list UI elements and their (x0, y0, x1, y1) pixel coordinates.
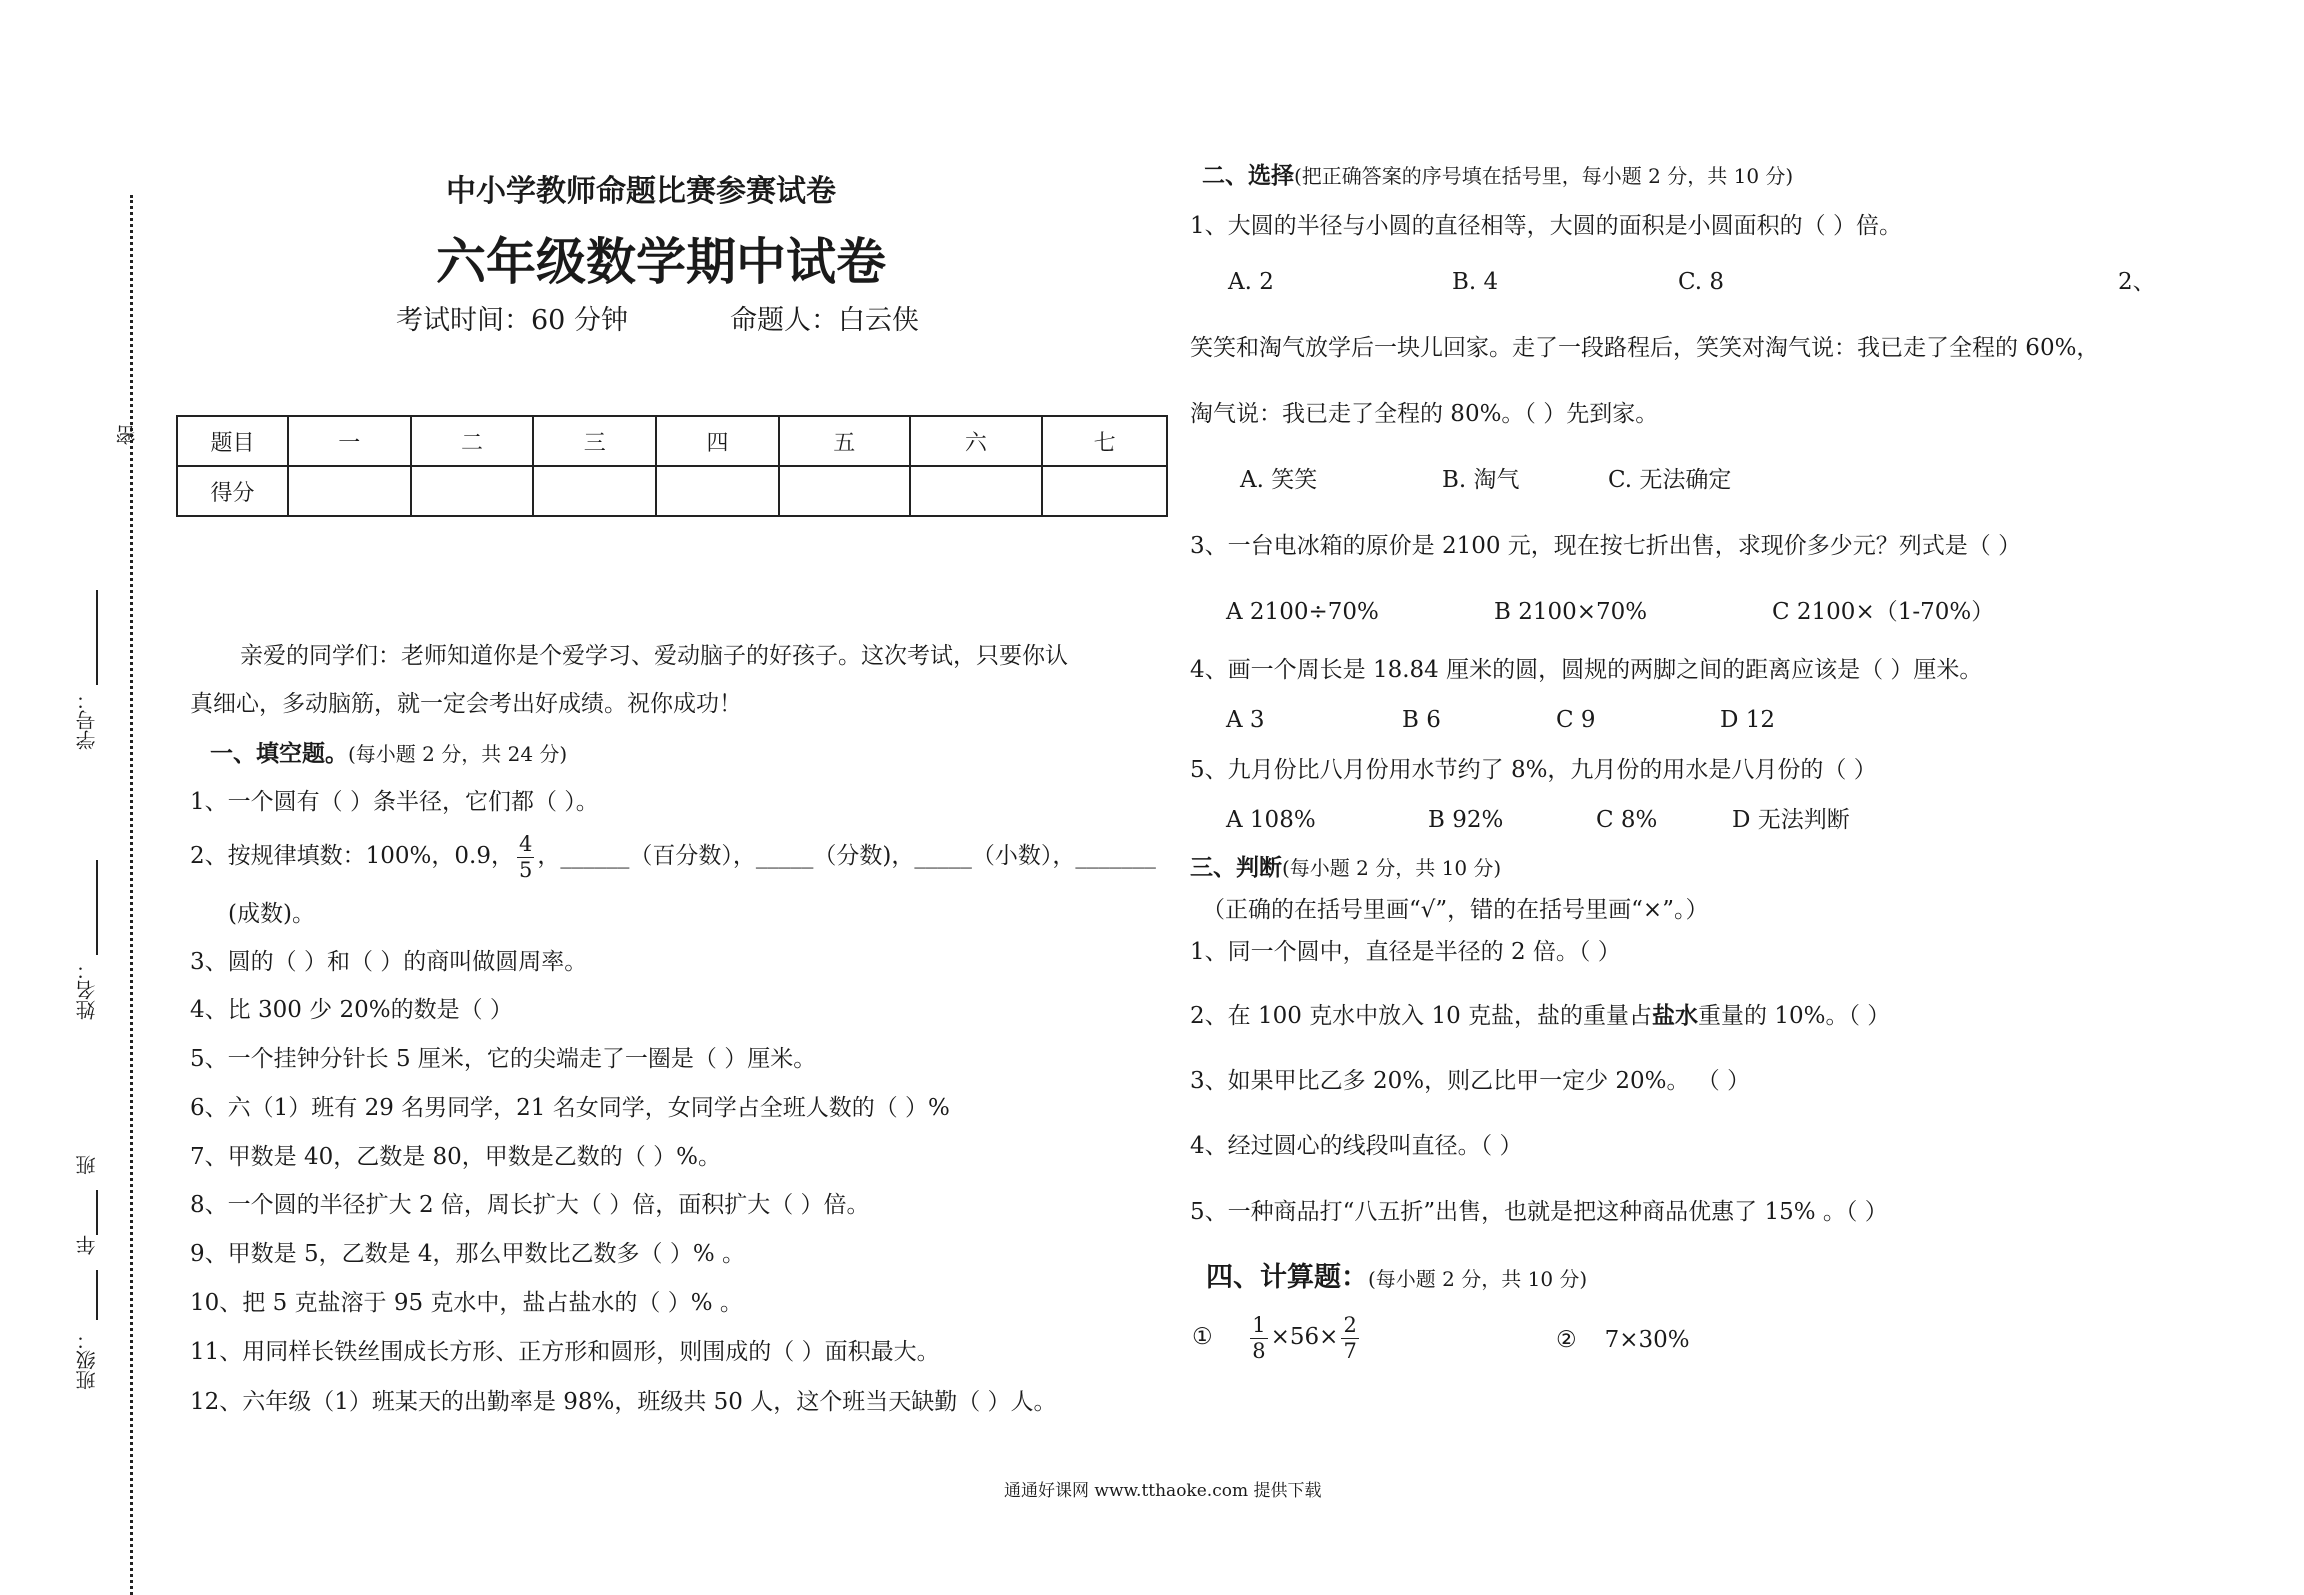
score-input-cell[interactable] (533, 466, 656, 516)
s3-q2-text-a: 2、在 100 克水中放入 10 克盐，盐的重量占 (1190, 1003, 1653, 1029)
score-table-score-row (177, 466, 1167, 516)
exam-time: 考试时间：60 分钟 (396, 305, 628, 336)
section1-question-2-cont: (成数)。 (228, 901, 315, 927)
section3-title: 三、判断 (1190, 854, 1282, 881)
binding-label-xingming: 姓名： (75, 960, 99, 1020)
section1-title: 一、填空题。 (210, 740, 348, 767)
s2-q4-option-c[interactable]: C 9 (1556, 707, 1596, 733)
calc-1-fraction-2-numerator: 2 (1343, 1312, 1357, 1337)
calc-1-marker: ① (1192, 1324, 1213, 1350)
s2-q1-option-b[interactable]: B. 4 (1452, 269, 1499, 295)
s3-q2-bold-text: 盐水 (1652, 1002, 1699, 1029)
section1-question-1: 1、一个圆有（ ）条半径，它们都（ ）。 (190, 789, 599, 815)
binding-dotted-line (130, 195, 133, 1595)
section2-heading (1202, 160, 1793, 192)
section1-question-12: 12、六年级（1）班某天的出勤率是 98%，班级共 50 人，这个班当天缺勤（ ）人。 (190, 1389, 1057, 1415)
score-input-cell[interactable] (1042, 466, 1167, 516)
exam-subtitle: 中小学教师命题比赛参赛试卷 (446, 174, 836, 209)
score-table-header-row (177, 416, 1167, 466)
score-input-cell[interactable] (411, 466, 534, 516)
section3-question-1: 1、同一个圆中，直径是半径的 2 倍。（ ） (1190, 939, 1621, 965)
section2-question-1: 1、大圆的半径与小圆的直径相等，大圆的面积是小圆面积的（ ）倍。 (1190, 213, 1902, 239)
intro-line-1: 亲爱的同学们：老师知道你是个爱学习、爱动脑子的好孩子。这次考试，只要你认 (240, 643, 1068, 669)
s2-q3-option-a[interactable]: A 2100÷70% (1226, 599, 1379, 625)
section3-question-4: 4、经过圆心的线段叫直径。（ ） (1190, 1133, 1523, 1159)
score-input-cell[interactable] (910, 466, 1043, 516)
section1-question-10: 10、把 5 克盐溶于 95 克水中，盐占盐水的（ ）% 。 (190, 1290, 743, 1316)
section3-instruction: （正确的在括号里画“√”，错的在括号里画“×”。） (1202, 897, 1709, 923)
calc-2-expression: 7×30% (1604, 1327, 1690, 1353)
score-table-header-cell: 一 (288, 416, 411, 466)
calc-1-fraction-1-denominator: 8 (1252, 1338, 1266, 1363)
score-table-header-cell: 五 (779, 416, 910, 466)
section2-question-2-line-1: 笑笑和淘气放学后一块儿回家。走了一段路程后，笑笑对淘气说：我已走了全程的 60%， (1190, 335, 2100, 361)
section2-question-2-number: 2、 (2118, 269, 2156, 295)
calc-1-fraction-2 (1341, 1312, 1358, 1363)
section3-note: (每小题 2 分，共 10 分) (1282, 856, 1502, 880)
q2-fraction-denominator: 5 (518, 857, 533, 882)
section3-heading (1190, 852, 1501, 884)
score-table-header-cell: 四 (656, 416, 779, 466)
calc-question-2 (1556, 1324, 1690, 1356)
binding-label-nian: 年 (75, 1235, 99, 1255)
s2-q4-option-d[interactable]: D 12 (1720, 707, 1776, 733)
section4-heading (1206, 1260, 1587, 1297)
calc-question-1 (1192, 1310, 1362, 1364)
score-table-header-cell: 七 (1042, 416, 1167, 466)
s2-q5-option-c[interactable]: C 8% (1596, 807, 1658, 833)
score-label-cell: 得分 (177, 466, 288, 516)
calc-1-fraction-1-numerator: 1 (1252, 1312, 1266, 1337)
calc-2-marker: ② (1556, 1327, 1577, 1353)
ban-blank-line (96, 1190, 98, 1235)
score-input-cell[interactable] (779, 466, 910, 516)
s2-q1-option-c[interactable]: C. 8 (1678, 269, 1725, 295)
s3-q2-text-b: 重量的 10%。（ ） (1698, 1003, 1891, 1029)
q2-text-a: 2、按规律填数：100%，0.9， (190, 843, 514, 869)
q2-text-b: ，______（百分数），_____（分数)，_____（小数），_______ (537, 843, 1156, 869)
section4-title: 四、计算题： (1206, 1262, 1368, 1293)
section1-question-2 (190, 832, 1156, 881)
section1-question-4: 4、比 300 少 20%的数是（ ） (190, 997, 513, 1023)
section2-title: 二、选择 (1202, 162, 1294, 189)
exam-title: 六年级数学期中试卷 (436, 232, 886, 291)
section3-question-3: 3、如果甲比乙多 20%，则乙比甲一定少 20%。 （ ） (1190, 1068, 1751, 1094)
section1-question-11: 11、用同样长铁丝围成长方形、正方形和圆形，则围成的（ ）面积最大。 (190, 1339, 940, 1365)
s2-q2-option-b[interactable]: B. 淘气 (1442, 467, 1520, 493)
footer-credit: 通通好课网 www.tthaoke.com 提供下载 (1004, 1481, 1322, 1501)
section4-note: (每小题 2 分，共 10 分) (1368, 1267, 1588, 1291)
binding-label-banji: 班级： (75, 1330, 99, 1390)
section2-note: (把正确答案的序号填在括号里，每小题 2 分，共 10 分) (1294, 164, 1794, 188)
intro-line-2: 真细心，多动脑筋，就一定会考出好成绩。祝你成功！ (190, 691, 742, 717)
section2-question-5: 5、九月份比八月份用水节约了 8%，九月份的用水是八月份的（ ） (1190, 757, 1877, 783)
section3-question-2 (1190, 1000, 1890, 1032)
score-table-header-cell: 二 (411, 416, 534, 466)
calc-1-fraction-1 (1250, 1312, 1267, 1363)
calc-1-middle-text: ×56× (1270, 1324, 1339, 1350)
s2-q2-option-a[interactable]: A. 笑笑 (1240, 467, 1318, 493)
section1-question-5: 5、一个挂钟分针长 5 厘米，它的尖端走了一圈是（ ）厘米。 (190, 1046, 817, 1072)
section1-question-9: 9、甲数是 5，乙数是 4，那么甲数比乙数多（ ）% 。 (190, 1241, 745, 1267)
score-table-header-cell: 题目 (177, 416, 288, 466)
s2-q3-option-c[interactable]: C 2100×（1-70%） (1772, 599, 1995, 625)
s2-q5-option-b[interactable]: B 92% (1428, 807, 1504, 833)
score-table-header-cell: 六 (910, 416, 1043, 466)
s2-q2-option-c[interactable]: C. 无法确定 (1608, 467, 1732, 493)
section2-question-2-line-2: 淘气说：我已走了全程的 80%。（ ）先到家。 (1190, 401, 1659, 427)
q2-fraction-numerator: 4 (518, 831, 533, 856)
binding-label-xuehao: 学号： (75, 690, 99, 750)
section1-heading (210, 738, 567, 770)
xuehao-blank-line (96, 590, 98, 685)
s2-q4-option-a[interactable]: A 3 (1226, 707, 1265, 733)
s2-q5-option-a[interactable]: A 108% (1226, 807, 1316, 833)
section2-question-4: 4、画一个周长是 18.84 厘米的圆，圆规的两脚之间的距离应该是（ ）厘米。 (1190, 657, 1983, 683)
s2-q5-option-d[interactable]: D 无法判断 (1732, 807, 1850, 833)
score-table (176, 415, 1168, 517)
section1-note: (每小题 2 分，共 24 分) (348, 742, 568, 766)
nian-blank-line (96, 1270, 98, 1320)
section1-question-3: 3、圆的（ ）和（ ）的商叫做圆周率。 (190, 949, 588, 975)
binding-label-mi: 密 (115, 425, 139, 445)
section3-question-5: 5、一种商品打“八五折”出售，也就是把这种商品优惠了 15% 。（ ） (1190, 1199, 1888, 1225)
s2-q1-option-a[interactable]: A. 2 (1228, 269, 1274, 295)
xingming-blank-line (96, 860, 98, 955)
score-input-cell[interactable] (288, 466, 411, 516)
section2-question-3: 3、一台电冰箱的原价是 2100 元，现在按七折出售，求现价多少元？列式是（ ） (1190, 533, 2022, 559)
q2-fraction (517, 831, 534, 882)
s2-q4-option-b[interactable]: B 6 (1402, 707, 1441, 733)
section1-question-6: 6、六（1）班有 29 名男同学，21 名女同学，女同学占全班人数的（ ）% (190, 1095, 950, 1121)
calc-1-fraction-2-denominator: 7 (1343, 1338, 1357, 1363)
section1-question-7: 7、甲数是 40，乙数是 80，甲数是乙数的（ ）%。 (190, 1144, 721, 1170)
score-input-cell[interactable] (656, 466, 779, 516)
binding-label-ban: 班 (75, 1155, 99, 1175)
section1-question-8: 8、一个圆的半径扩大 2 倍，周长扩大（ ）倍，面积扩大（ ）倍。 (190, 1192, 870, 1218)
exam-author: 命题人：白云侠 (730, 305, 919, 336)
s2-q3-option-b[interactable]: B 2100×70% (1494, 599, 1648, 625)
score-table-header-cell: 三 (533, 416, 656, 466)
